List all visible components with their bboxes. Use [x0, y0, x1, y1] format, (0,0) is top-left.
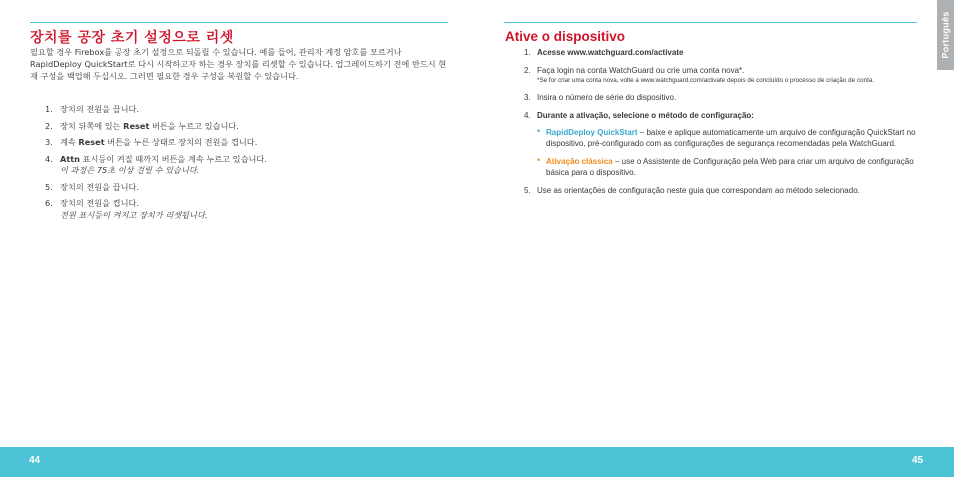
configuration-options-list [537, 127, 917, 178]
page-number-right: 45 [912, 455, 924, 466]
footer-bar [0, 447, 954, 477]
right-section-title: Ative o dispositivo [505, 29, 626, 44]
activation-step-2: 2. Faça login na conta WatchGuard ou crie uma conta nova*. *Se for criar uma conta nova, volte a www.watchguard.com/activate depois de concluído o processo de criação de conta. [505, 65, 917, 85]
activation-step-4: 4. Durante a ativação, selecione o método de configuração: • RapidDeploy QuickStart – baixe e aplique automaticamente um arquivo de configuração QuickStart no dispositivo, pré-configurado com as configurações de segurança recomendadas pela WatchGuard. • Ativação clássica – use o Assistente de Configuração pela Web para criar um arquivo de configuração básica para o dispositivo. [524, 111, 916, 177]
reset-step-2: 2. 장치 뒤쪽에 있는 Reset 버튼을 누르고 있습니다. [45, 120, 239, 131]
language-side-tab [937, 0, 954, 70]
account-footnote: *Se for criar uma conta nova, volte a www.watchguard.com/activate depois de concluído o processo de criação de conta. [537, 77, 875, 84]
left-intro-paragraph: 필요할 경우 Firebox를 공장 초기 설정으로 되돌릴 수 있습니다. 예를 들어, 관리자 계정 암호를 모르거나 RapidDeploy QuickStart로 다시 시작하고자 하는 경우 장치를 리셋할 수 있습니다. 업그레이드하기 전에 반드시 현재 구성을 백업해 두십시오. 그러면 필요한 경우 구성을 복원할 수 있습니다. [30, 47, 447, 81]
activation-step-1: 1. Acesse www.watchguard.com/activate [524, 48, 684, 57]
reset-step-4-note: 이 과정은 75초 이상 걸릴 수 있습니다. [60, 165, 200, 175]
reset-step-3: 3. 계속 Reset 버튼을 누른 상태로 장치의 전원을 켭니다. [45, 137, 258, 147]
option-classic: • Ativação clássica – use o Assistente de Configuração pela Web para criar um arquivo de configuração básica para o dispositivo. [537, 155, 914, 177]
bullet-icon: • [537, 126, 541, 136]
attn-keyword: Attn [60, 153, 80, 164]
top-rule-left [30, 22, 448, 23]
reset-keyword: Reset [78, 137, 105, 147]
activation-steps-list [505, 47, 917, 203]
reset-step-6: 6. 장치의 전원을 켭니다. 전원 표시등이 켜지고 장치가 리셋됩니다. [30, 198, 450, 221]
activation-step-3: 3. Insira o número de série do dispositivo. [524, 93, 677, 102]
option-rapiddeploy: • RapidDeploy QuickStart – baixe e aplique automaticamente um arquivo de configuração QuickStart no dispositivo, pré-configurado com as configurações de segurança recomendadas pela WatchGuard. [537, 126, 916, 148]
activation-step-5: 5. Use as orientações de configuração neste guia que correspondam ao método selecionado. [524, 186, 860, 195]
page-number-left: 44 [29, 455, 41, 466]
reset-step-6-note: 전원 표시등이 켜지고 장치가 리셋됩니다. [60, 209, 208, 220]
reset-step-5: 5. 장치의 전원을 끕니다. [45, 181, 139, 192]
reset-step-4: 4. Attn 표시등이 켜질 때까지 버튼을 계속 누르고 있습니다. 이 과정은 75초 이상 걸릴 수 있습니다. [30, 154, 450, 177]
bullet-icon: • [537, 155, 541, 165]
top-rule-right [504, 22, 917, 23]
reset-keyword: Reset [123, 120, 150, 131]
language-tab-label: Português [940, 11, 951, 59]
left-section-title: 장치를 공장 초기 설정으로 리셋 [30, 30, 234, 46]
reset-step-1: 1. 장치의 전원을 끕니다. [45, 104, 139, 114]
reset-steps-list [30, 104, 450, 226]
activation-url: Acesse www.watchguard.com/activate [537, 48, 684, 57]
